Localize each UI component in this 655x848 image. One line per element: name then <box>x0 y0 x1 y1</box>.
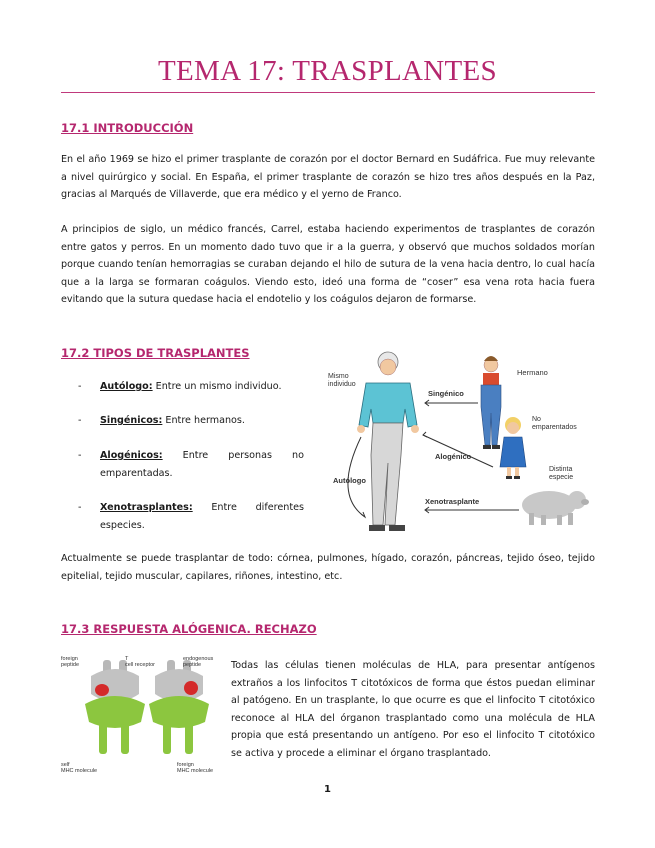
label-singenico: Singénico <box>428 389 464 398</box>
section-heading-intro: 17.1 INTRODUCCIÓN <box>61 121 194 135</box>
intro-paragraph-2: A principios de siglo, un médico francés, Carrel, estaba haciendo experimentos de trasplantes de corazón entre gatos y perros. En un momento dado tuvo que ir a la guerra, y observó que muchos soldados morían porque cuando tenían hemorragias se curaban dejando el hilo de sutura de la vena hacia dentro, lo cual hacía que a la larga se formaran coágulos. Viendo esto, ideó una forma de “coser” esa vena rota hacia fuera evitando que la sutura quedase hacia el endotelio y los coágulos dejaron de formarse. <box>61 224 595 305</box>
label-tcell-receptor: T cell receptor <box>125 656 155 668</box>
page-number: 1 <box>324 784 331 795</box>
list-item-term: Autólogo: <box>100 381 153 392</box>
label-species: Distinta especie <box>549 466 574 481</box>
page-title: TEMA 17: TRASPLANTES <box>157 55 497 87</box>
self-person-illustration <box>357 352 419 531</box>
label-xeno: Xenotrasplante <box>425 497 480 506</box>
section-heading-tipos: 17.2 TIPOS DE TRASPLANTES <box>61 346 250 360</box>
self-mhc-complex <box>85 660 145 754</box>
label-foreign-peptide: foreign peptide <box>61 656 80 668</box>
label-unrelated: No emparentados <box>532 416 577 431</box>
tipos-summary-paragraph: Actualmente se puede trasplantar de todo: córnea, pulmones, hígado, corazón, páncreas, tejido óseo, tejido epitelial, tejido muscular, capilares, riñones, intestino, etc. <box>61 553 595 582</box>
label-foreign-mhc: foreign MHC molecule <box>177 762 214 774</box>
foreign-mhc-complex <box>149 660 209 754</box>
transplant-types-figure <box>313 345 595 537</box>
label-self-mhc: self MHC molecule <box>61 762 98 774</box>
intro-paragraph-1: En el año 1969 se hizo el primer trasplante de corazón por el doctor Bernard en Sudáfrica. Fue muy relevante a nivel quirúrgico y social. En España, el primer trasplante de corazón se hizo tres años después en la Paz, gracias al Marqués de Villaverde, que era médico y el yerno de Franco. <box>61 154 595 200</box>
list-item-term: Singénicos: <box>100 415 163 426</box>
list-item-text: Entre un mismo individuo. <box>152 381 282 392</box>
pig-illustration <box>522 491 589 525</box>
list-item-text: Entre hermanos. <box>162 415 245 426</box>
title-divider <box>61 92 595 93</box>
list-item-term: Alogénicos: <box>100 450 163 461</box>
label-self: Mismo individuo <box>328 373 356 388</box>
label-autologo: Autólogo <box>333 476 366 485</box>
label-brother: Hermano <box>517 368 548 377</box>
brother-person-illustration <box>481 356 501 449</box>
mhc-recognition-figure <box>61 652 225 782</box>
label-alogenico: Alogénico <box>435 452 472 461</box>
list-item-text: Entre diferentes especies. <box>100 502 304 531</box>
unrelated-person-illustration <box>500 417 526 479</box>
respuesta-paragraph: Todas las células tienen moléculas de HLA, para presentar antígenos extraños a los linfocitos T citotóxicos de forma que éstos puedan eliminar al patógeno. En un trasplante, lo que ocurre es que el linfocito T citotóxico reconoce al HLA del órganon trasplantado como una molécula de HLA propia que está presentando un antígeno. Por eso el linfocito T citotóxico se activa y procede a eliminar el órgano trasplantado. <box>231 660 595 759</box>
list-item-text: Entre personas no emparentadas. <box>100 450 304 479</box>
list-item-term: Xenotrasplantes: <box>100 502 193 513</box>
label-endogenous-peptide: endogenous peptide <box>183 656 214 668</box>
section-heading-respuesta: 17.3 RESPUESTA ALÓGENICA. RECHAZO <box>61 622 317 636</box>
